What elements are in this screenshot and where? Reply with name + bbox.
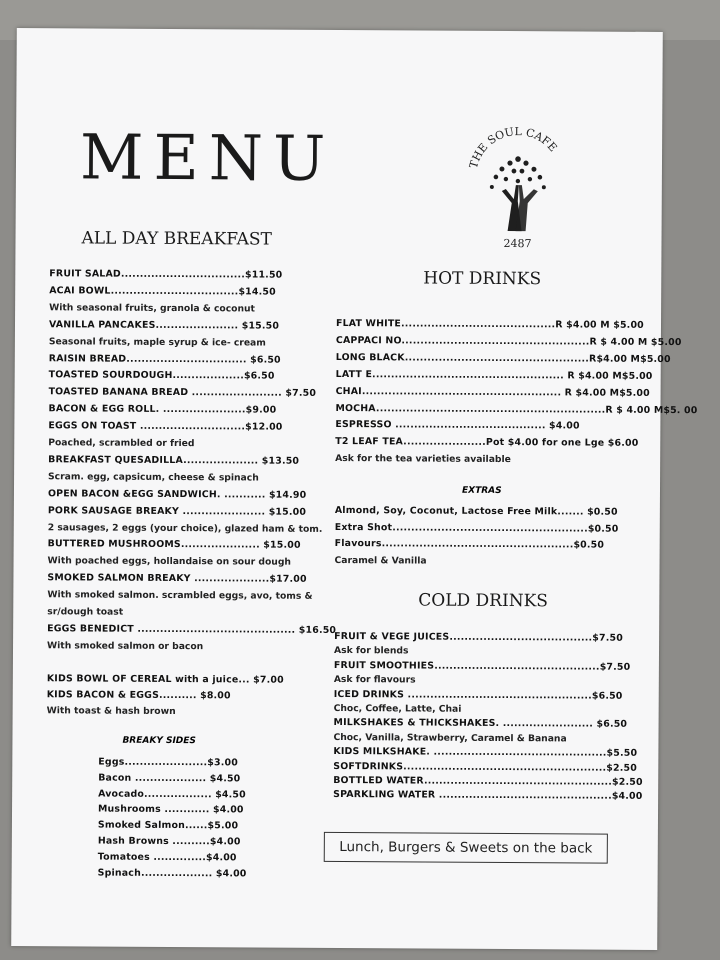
menu-item: BACON & EGG ROLL. ......................$9.00 [48, 403, 277, 416]
menu-item: FRUIT & VEGE JUICES......................................$7.50 [334, 630, 623, 644]
menu-item: VANILLA PANCAKES...................... $15.50 [48, 318, 280, 332]
menu-item: SPARKLING WATER ..............................................$4.00 [333, 789, 643, 803]
menu-item: MOCHA.............................................................R $ 4.00 M$5. 00 [335, 402, 698, 416]
menu-item: FLAT WHITE.........................................R $4.00 M $5.00 [335, 317, 644, 331]
menu-item: LONG BLACK.................................................R$4.00 M$5.00 [335, 351, 671, 365]
menu-item-description: sr/dough toast [47, 606, 124, 618]
back-page-note: Lunch, Burgers & Sweets on the back [324, 832, 608, 864]
menu-item: TOASTED SOURDOUGH...................$6.50 [48, 369, 275, 383]
menu-item: KIDS MILKSHAKE. ..............................................$5.50 [333, 746, 638, 760]
menu-item: KIDS BACON & EGGS.......... $8.00 [46, 689, 231, 702]
cold-drinks-heading: COLD DRINKS [418, 590, 549, 612]
hands-tree-icon [461, 119, 572, 250]
menu-item: FRUIT SMOOTHIES............................................$7.50 [333, 659, 631, 673]
menu-item-description: Poached, scrambled or fried [48, 437, 195, 450]
menu-title: MENU [79, 120, 336, 195]
menu-item: TOASTED BANANA BREAD ........................ $7.50 [48, 386, 317, 400]
menu-item: Spinach................... $4.00 [97, 867, 247, 880]
hot-drinks-heading: HOT DRINKS [423, 268, 542, 290]
menu-item: Smoked Salmon......$5.00 [97, 819, 239, 832]
menu-item: RAISIN BREAD................................ $6.50 [48, 352, 281, 366]
menu-item: SMOKED SALMON BREAKY ....................$17.00 [47, 572, 307, 586]
menu-item-description: Ask for the tea varieties available [335, 453, 511, 466]
svg-text:THE SOUL CAFE [467, 125, 560, 171]
menu-item: Flavours...................................................$0.50 [334, 537, 605, 551]
menu-item: BOTTLED WATER..................................................$2.50 [333, 774, 643, 788]
menu-item: BUTTERED MUSHROOMS..................... $15.00 [47, 538, 301, 552]
menu-item: ICED DRINKS .................................................$6.50 [333, 688, 623, 702]
menu-item-description: Ask for blends [333, 645, 409, 657]
logo-text: THE SOUL CAFE [466, 125, 560, 170]
menu-item: ESPRESSO ........................................ $4.00 [335, 419, 580, 432]
menu-item-description: Seasonal fruits, maple syrup & ice- cream [48, 335, 266, 349]
menu-item: T2 LEAF TEA......................Pot $4.00 for one Lge $6.00 [335, 436, 639, 450]
menu-item: CAPPACI NO..................................................R $ 4.00 M $5.00 [335, 334, 682, 348]
logo-postcode: 2487 [503, 237, 532, 250]
menu-item: Bacon ................... $4.50 [98, 772, 241, 785]
menu-item-description: Choc, Vanilla, Strawberry, Caramel & Banana [333, 731, 567, 745]
menu-item: ACAI BOWL..................................$14.50 [49, 285, 276, 298]
menu-item: Almond, Soy, Coconut, Lactose Free Milk....... $0.50 [334, 504, 618, 518]
menu-item: SOFTDRINKS......................................................$2.50 [333, 760, 637, 774]
menu-item-description: Choc, Coffee, Latte, Chai [333, 702, 462, 715]
menu-item: EGGS BENEDICT .......................................... $16.50 [47, 623, 337, 636]
menu-item-description: Scram. egg, capsicum, cheese & spinach [48, 471, 259, 484]
menu-item: EGGS ON TOAST ............................$12.00 [48, 420, 283, 433]
breakfast-heading: ALL DAY BREAKFAST [81, 228, 272, 250]
menu-item-description: Caramel & Vanilla [334, 554, 427, 567]
menu-item: Mushrooms ............ $4.00 [98, 803, 244, 816]
menu-sheet [11, 28, 698, 950]
menu-item: CHAI..................................................... R $4.00 M$5.00 [335, 385, 650, 399]
menu-item: Eggs......................$3.00 [98, 756, 238, 769]
menu-item: Hash Browns ..........$4.00 [97, 835, 241, 848]
cafe-logo [461, 119, 572, 250]
menu-item-description: With toast & hash brown [46, 704, 176, 717]
menu-item: Tomatoes ..............$4.00 [97, 851, 237, 864]
menu-item: KIDS BOWL OF CEREAL with a juice... $7.00 [46, 673, 284, 686]
menu-item-description: 2 sausages, 2 eggs (your choice), glazed ham & tom. [47, 521, 323, 535]
menu-item: BREAKFAST QUESADILLA.................... $13.50 [48, 454, 300, 467]
menu-item: PORK SAUSAGE BREAKY ...................... $15.00 [47, 504, 307, 518]
menu-item-description: With smoked salmon. scrambled eggs, avo, toms & [47, 589, 313, 602]
extras-heading: EXTRAS [461, 485, 502, 497]
menu-item: Avocado.................. $4.50 [98, 788, 246, 801]
menu-item-description: Ask for flavours [333, 674, 416, 686]
menu-item-description: With seasonal fruits, granola & coconut [49, 302, 255, 315]
menu-item: LATT E................................................... R $4.00 M$5.00 [335, 368, 653, 382]
menu-item-description: With smoked salmon or bacon [47, 640, 204, 652]
menu-item: OPEN BACON &EGG SANDWICH. ........... $14.90 [47, 487, 307, 501]
menu-item: MILKSHAKES & THICKSHAKES. ........................ $6.50 [333, 717, 628, 731]
menu-item: FRUIT SALAD.................................$11.50 [49, 268, 283, 281]
menu-item-description: With poached eggs, hollandaise on sour dough [47, 555, 291, 569]
menu-item: Extra Shot....................................................$0.50 [334, 521, 619, 535]
sides-heading: BREAKY SIDES [122, 735, 196, 747]
